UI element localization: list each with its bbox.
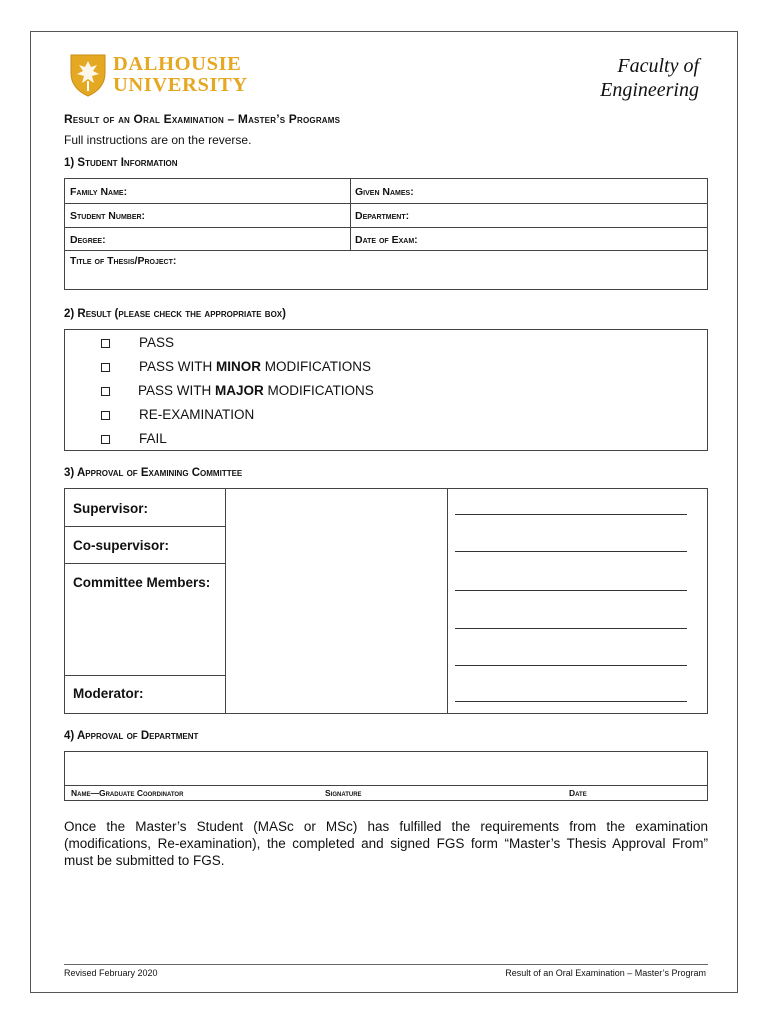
cosupervisor-label: Co-supervisor: [73,538,170,553]
major-bold: MAJOR [215,383,264,398]
pass-checkbox[interactable] [101,339,110,348]
committee-members-label: Committee Members: [73,575,211,590]
committee-table [64,488,708,714]
reexam-option: RE-EXAMINATION [139,407,255,422]
department-field[interactable]: Department: [355,210,410,222]
result-box [64,329,708,451]
date-label: Date [569,788,587,798]
university-logo [69,51,259,99]
form-title: Result of an Oral Examination – Master’s Programs [64,112,341,126]
section-4-heading: 4) Approval of Department [64,730,199,742]
section-1-heading: 1) Student Information [64,157,178,169]
minor-mods-checkbox[interactable] [101,363,110,372]
minor-pre: PASS WITH [139,359,217,374]
section-3-heading: 3) Approval of Examining Committee [64,467,243,479]
department-approval-box[interactable] [64,751,708,801]
form-page [30,31,738,993]
footer-divider [64,964,708,965]
supervisor-label: Supervisor: [73,501,149,516]
footer-title: Result of an Oral Examination – Master’s Program [505,968,706,978]
fail-option: FAIL [139,431,167,446]
major-mods-option [138,383,374,398]
committee-signature-line[interactable] [455,665,687,666]
coordinator-name-label: Name—Graduate Coordinator [71,788,184,798]
family-name-field[interactable]: Family Name: [70,186,128,198]
pass-option: PASS [139,335,175,350]
student-number-field[interactable]: Student Number: [70,210,146,222]
student-info-table [64,178,708,290]
minor-bold: MINOR [216,359,262,374]
logo-line-1: DALHOUSIE [113,53,242,75]
submission-note: Once the Master’s Student (MASc or MSc) has fulfilled the requirements from the examination (modifications, Re-examination), the completed and signed FGS form “Master’s Thesis Approval From” must be submitted to FGS. [64,819,708,868]
cosupervisor-signature-line[interactable] [455,551,687,552]
minor-mods-option [139,359,371,374]
faculty-line-1: Faculty of [617,55,699,77]
degree-field[interactable]: Degree: [70,234,106,246]
logo-line-2: UNIVERSITY [113,74,248,96]
moderator-label: Moderator: [73,686,144,701]
supervisor-signature-line[interactable] [455,514,687,515]
footer-revised: Revised February 2020 [64,968,158,978]
signature-label: Signature [325,788,362,798]
major-post: MODIFICATIONS [263,383,374,398]
given-names-field[interactable]: Given Names: [355,186,414,198]
major-mods-checkbox[interactable] [101,387,110,396]
committee-signature-line[interactable] [455,590,687,591]
thesis-title-field[interactable]: Title of Thesis/Project: [70,255,177,267]
section-2-heading: 2) Result (please check the appropriate box) [64,308,286,320]
faculty-line-2: Engineering [600,79,699,101]
date-of-exam-field[interactable]: Date of Exam: [355,234,418,246]
faculty-name [499,54,699,102]
committee-name-column[interactable] [226,489,447,713]
major-pre: PASS WITH [138,383,216,398]
moderator-signature-line[interactable] [455,701,687,702]
shield-icon [69,53,107,97]
committee-signature-line[interactable] [455,628,687,629]
minor-post: MODIFICATIONS [261,359,372,374]
instructions-text: Full instructions are on the reverse. [64,133,252,147]
fail-checkbox[interactable] [101,435,110,444]
reexam-checkbox[interactable] [101,411,110,420]
